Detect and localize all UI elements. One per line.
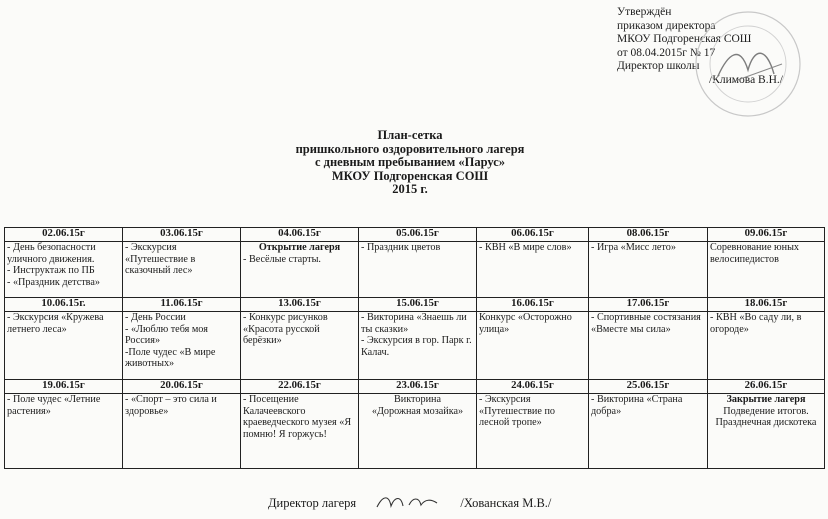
activity-item: - День России (125, 312, 186, 323)
activity-item: Викторина (394, 394, 441, 405)
activity-item-heading: Закрытие лагеря (726, 394, 806, 405)
date-cell: 10.06.15г. (5, 298, 123, 312)
activity-item: -Поле чудес «В мире животных» (125, 346, 216, 370)
activity-item: - Экскурсия в гор. Парк г. Калач. (361, 335, 472, 358)
activity-cell (477, 242, 589, 298)
activity-item: - Посещение Калачеевского краеведческого музея «Я помню! Я горжусь! (243, 394, 352, 440)
activity-item: Соревнование юных велосипедистов (710, 242, 800, 265)
activity-item: - «Спорт – это сила и здоровье» (125, 394, 217, 417)
activity-cell (5, 312, 123, 380)
activity-item: - Викторина «Знаешь ли ты сказки» (361, 312, 467, 335)
date-cell: 23.06.15г (359, 380, 477, 394)
approval-line-approved: Утверждён (617, 6, 672, 18)
title-line-2: пришкольного оздоровительного лагеря (295, 141, 525, 156)
date-cell: 24.06.15г (477, 380, 589, 394)
activity-item: - «Праздник детства» (7, 276, 100, 288)
date-row (5, 380, 825, 394)
date-row (5, 228, 825, 242)
activity-cell (359, 312, 477, 380)
date-cell: 17.06.15г (589, 298, 708, 312)
date-cell: 06.06.15г (477, 228, 589, 242)
title-line-1: План-сетка (377, 128, 443, 142)
activity-cell (477, 312, 589, 380)
activity-cell (123, 242, 241, 298)
date-cell: 22.06.15г (241, 380, 359, 394)
activity-item: - КВН «Во саду ли, в огороде» (710, 312, 802, 335)
date-row (5, 298, 825, 312)
activity-item: - Экскурсия «Путешествие в сказочный лес» (125, 242, 196, 277)
date-cell: 18.06.15г (708, 298, 825, 312)
activity-cell (477, 394, 589, 469)
approval-line-name: /Климова В.Н./ (709, 73, 783, 86)
activity-row (5, 394, 825, 469)
date-cell: 09.06.15г (708, 228, 825, 242)
date-cell: 16.06.15г (477, 298, 589, 312)
activity-cell (123, 394, 241, 469)
date-cell: 20.06.15г (123, 380, 241, 394)
activity-item: - Экскурсия «Кружева летнего леса» (7, 312, 104, 335)
activity-item: - День безопасности уличного движения. (7, 242, 96, 265)
activity-cell (708, 312, 825, 380)
date-cell: 04.06.15г (241, 228, 359, 242)
activity-item-heading: Открытие лагеря (258, 242, 341, 253)
activity-item: Празднечная дискотека (715, 417, 817, 429)
date-cell: 25.06.15г (589, 380, 708, 394)
activity-item: - Инструктаж по ПБ (7, 265, 95, 277)
date-cell: 05.06.15г (359, 228, 477, 242)
stamp-seal (688, 4, 808, 124)
activity-item: - Поле чудес «Летние растения» (7, 394, 101, 417)
activity-item: - Конкурс рисунков «Красота русской берёзки» (243, 312, 328, 347)
activity-cell (241, 242, 359, 298)
activity-item: - КВН «В мире слов» (479, 242, 572, 253)
activity-item: Конкурс «Осторожно улица» (479, 312, 572, 335)
date-cell: 26.06.15г (708, 380, 825, 394)
activity-item: Подведение итогов. (723, 405, 809, 417)
activity-cell (241, 312, 359, 380)
activity-row (5, 242, 825, 298)
activity-cell (241, 394, 359, 469)
date-cell: 08.06.15г (589, 228, 708, 242)
activity-item: - Экскурсия «Путешествие по лесной тропе» (479, 394, 555, 429)
activity-row (5, 312, 825, 380)
activity-item: - Игра «Мисс лето» (591, 242, 676, 253)
date-cell: 15.06.15г (359, 298, 477, 312)
activity-item: - «Люблю тебя моя Россия» (125, 323, 208, 347)
activity-cell (589, 394, 708, 469)
activity-cell (123, 312, 241, 380)
date-cell: 13.06.15г (241, 298, 359, 312)
activity-item: «Дорожная мозайка» (371, 405, 464, 417)
activity-cell (5, 242, 123, 298)
activity-item: - Викторина «Страна добра» (591, 394, 683, 417)
schedule-table (4, 227, 825, 469)
footer-name: /Хованская М.В./ (460, 496, 552, 510)
activity-cell (589, 242, 708, 298)
document-title (200, 129, 620, 197)
approval-line-school: МКОУ Подгоренская СОШ (617, 33, 752, 45)
title-line-5: 2015 г. (392, 182, 428, 197)
activity-item: - Праздник цветов (361, 242, 441, 253)
activity-item: - Спортивные состязания «Вместе мы сила» (591, 312, 701, 335)
activity-cell (708, 242, 825, 298)
activity-cell (359, 394, 477, 469)
approval-line-date: от 08.04.2015г № 17 (617, 46, 716, 59)
activity-cell (708, 394, 825, 469)
approval-line-order: приказом директора (617, 19, 716, 32)
title-line-3: с дневным пребыванием «Парус» (314, 155, 506, 170)
activity-cell (5, 394, 123, 469)
date-cell: 03.06.15г (123, 228, 241, 242)
date-cell: 02.06.15г (5, 228, 123, 242)
title-line-4: МКОУ Подгоренская СОШ (331, 168, 489, 183)
footer-label: Директор лагеря (268, 496, 357, 510)
activity-cell (589, 312, 708, 380)
activity-item: - Весёлые старты. (243, 253, 321, 265)
approval-line-director: Директор школы (617, 60, 700, 72)
date-cell: 11.06.15г (123, 298, 241, 312)
date-cell: 19.06.15г (5, 380, 123, 394)
handwritten-signature (373, 493, 443, 511)
activity-cell (359, 242, 477, 298)
footer-signature (268, 493, 551, 511)
